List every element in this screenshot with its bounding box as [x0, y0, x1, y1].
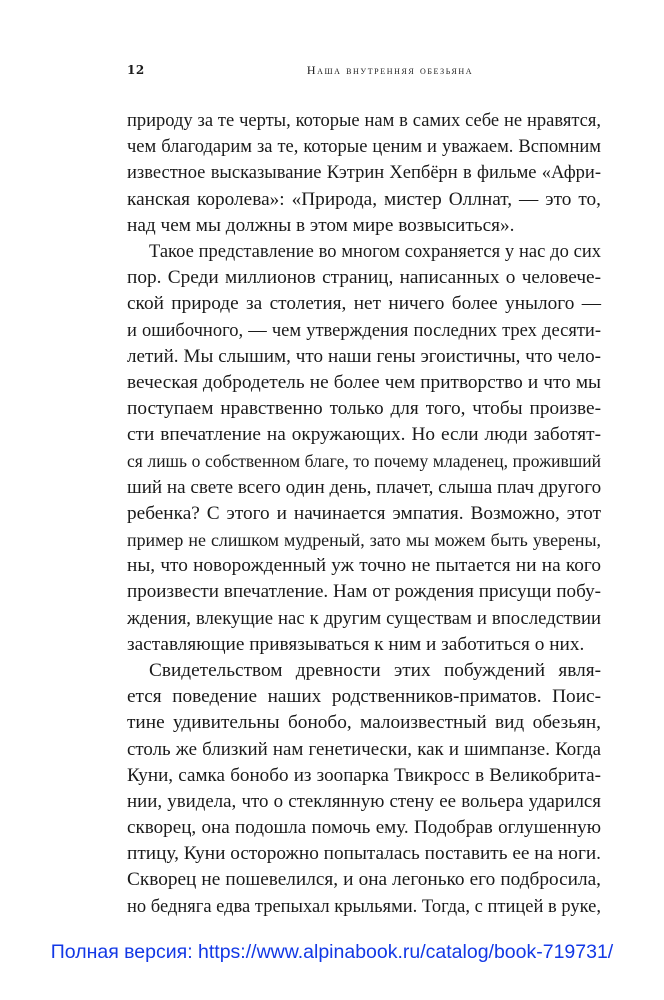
paragraph	[127, 239, 601, 658]
text-line: и ошибочного, — чем утверждения последних трех десяти-	[127, 320, 601, 341]
paragraph	[127, 658, 601, 920]
text-line: произвести впечатление. Нам от рождения присущи побу-	[127, 581, 601, 603]
text-line: нии, увидела, что о стеклянную стену ее вольера ударился	[127, 790, 601, 812]
body-text	[127, 108, 601, 920]
text-line: Такое представление во многом сохраняется у нас до сих	[149, 241, 601, 262]
page-number: 12	[127, 63, 145, 77]
text-line: пор. Среди миллионов страниц, написанных о человече-	[127, 267, 601, 289]
text-line: ребенка? С этого и начинается эмпатия. Возможно, этот	[127, 502, 601, 524]
text-line: столь же близкий нам генетически, как и шимпанзе. Когда	[127, 738, 601, 760]
text-line: тине удивительны бонобо, малоизвестный вид обезьян,	[127, 712, 601, 734]
text-line: поступаем нравственно только для того, чтобы произве-	[127, 398, 601, 420]
text-line: канская королева»: «Природа, мистер Оллнат, — это то,	[127, 188, 601, 210]
text-line: ской природе за столетия, нет ничего более унылого —	[127, 293, 601, 315]
full-version-link[interactable]: Полная версия: https://www.alpinabook.ru/catalog/book-719731/	[50, 941, 614, 963]
text-line: птицу, Куни осторожно попыталась поставить ее на ноги.	[127, 843, 601, 865]
text-line: ется поведение наших родственников-приматов. Поис-	[127, 686, 601, 708]
text-line: ждения, влекущие нас к другим существам и впоследствии	[127, 607, 601, 629]
text-line: над чем мы должны в этом мире возвыситься».	[127, 214, 515, 236]
running-head-title: Наша внутренняя обезьяна	[306, 63, 474, 77]
text-line: но бедняга едва трепыхал крыльями. Тогда, с птицей в руке,	[127, 896, 601, 917]
paragraph	[127, 108, 601, 239]
text-line: ший на свете всего один день, плачет, слыша плач другого	[127, 476, 602, 498]
text-line: природу за те черты, которые нам в самих себе не нравятся,	[127, 111, 601, 131]
text-line: летий. Мы слышим, что наши гены эгоистичны, что чело-	[127, 345, 601, 367]
text-line: известное высказывание Кэтрин Хепбёрн в фильме «Афри-	[127, 163, 601, 184]
text-line: Свидетельством древности этих побуждений явля-	[149, 659, 601, 681]
text-line: Куни, самка бонобо из зоопарка Твикросс в Великобрита-	[127, 764, 601, 786]
text-line: пример не слишком мудреный, зато мы можем быть уверены,	[127, 530, 601, 550]
text-line: Скворец не пошевелился, и она легонько его подбросила,	[127, 869, 601, 891]
text-line: заставляющие привязываться к ним и заботиться о них.	[127, 633, 585, 655]
text-line: сти впечатление на окружающих. Но если люди заботят-	[127, 424, 601, 446]
text-line: веческая добродетель не более чем притворство и что мы	[127, 371, 601, 393]
text-line: чем благодарим за те, которые ценим и уважаем. Вспомним	[127, 137, 601, 158]
text-line: скворец, она подошла помочь ему. Подобрав оглушенную	[127, 817, 601, 839]
text-line: ны, что новорожденный уж точно не пытается ни на кого	[127, 555, 601, 577]
text-line: ся лишь о собственном благе, то почему младенец, проживший	[127, 451, 601, 472]
